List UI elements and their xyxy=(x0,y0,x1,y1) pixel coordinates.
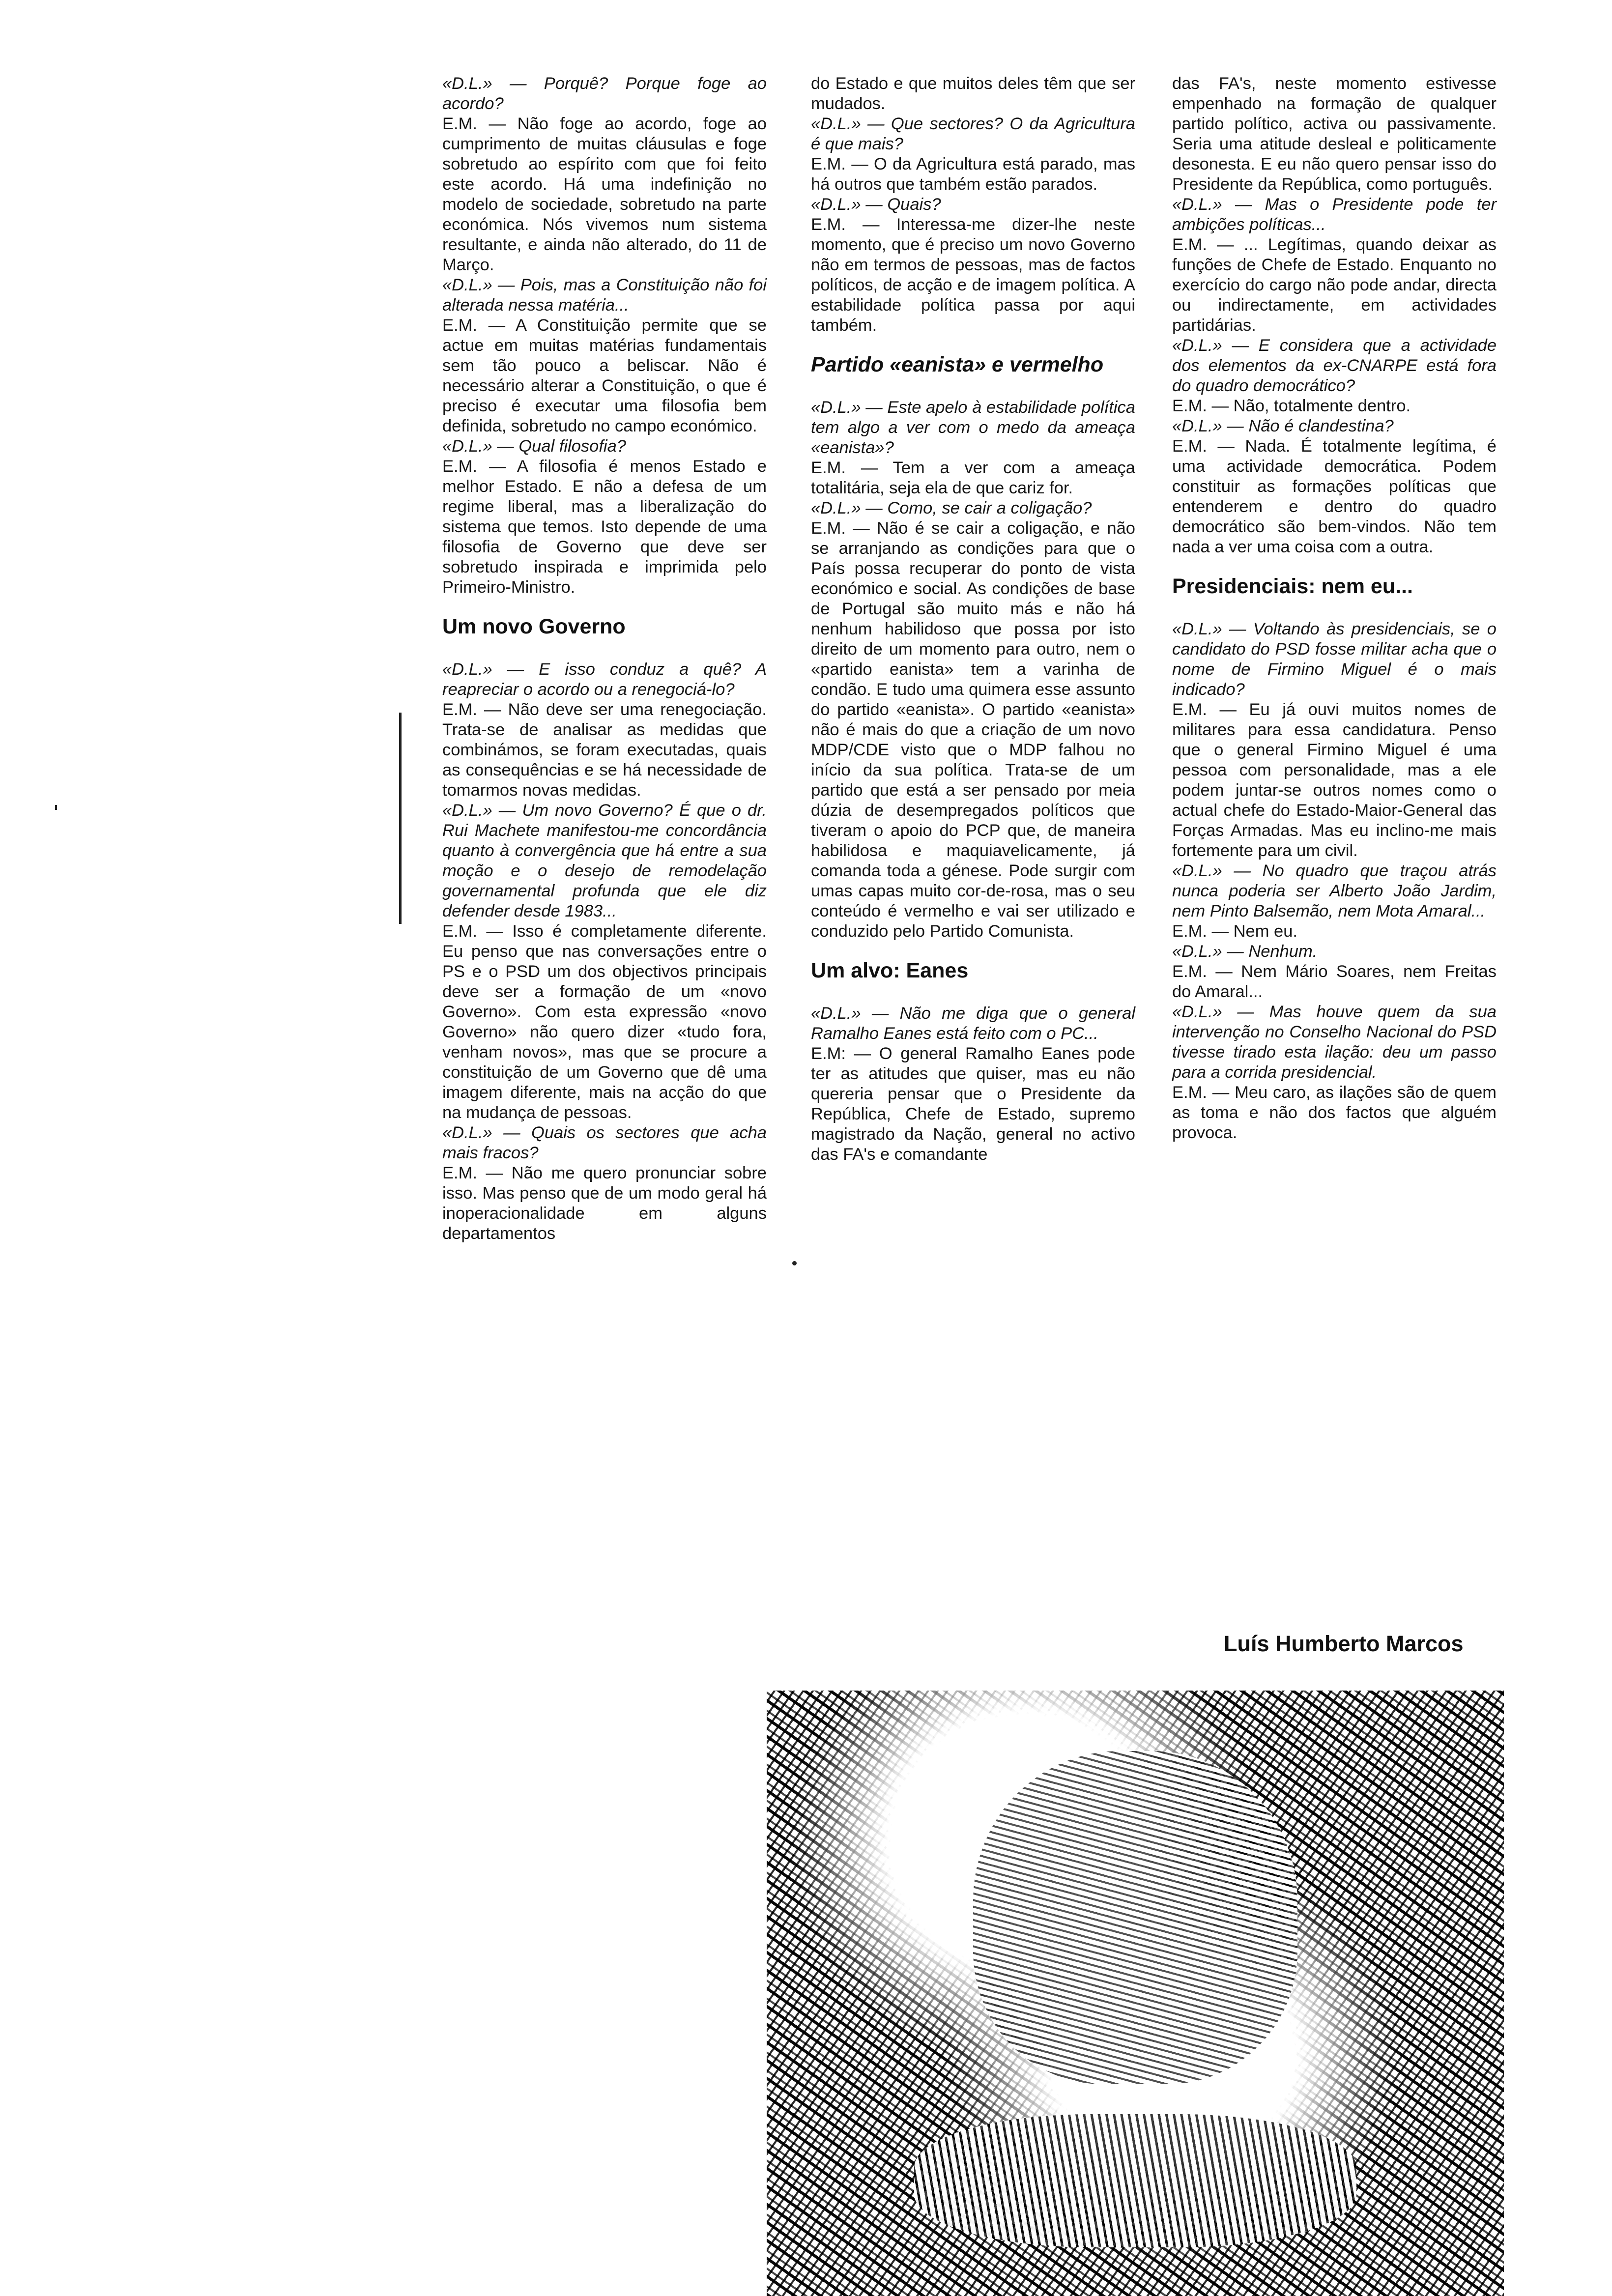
answer-paragraph: E.M. — Isso é completamente diferente. Eu penso que nas conversações entre o PS e o PSD um dos objectivos principais deve ser a formação de um «novo Governo». Com esta expressão «novo Governo» não quero dizer «tudo fora, venham novos», mas que se procure a constituição de um Governo que dê uma imagem diferente, mais na acção do que na mudança de pessoas. xyxy=(442,922,767,1122)
question-paragraph: «D.L.» — Que sectores? O da Agricultura é que mais? xyxy=(811,115,1135,153)
question-paragraph: «D.L.» — Mas o Presidente pode ter ambições políticas... xyxy=(1172,195,1497,234)
answer-paragraph: E.M. — Tem a ver com a ameaça totalitária, seja ela de que cariz for. xyxy=(811,459,1135,497)
answer-paragraph: E.M. — Nem Mário Soares, nem Freitas do Amaral... xyxy=(1172,962,1497,1001)
answer-paragraph: E.M. — Não, totalmente dentro. xyxy=(1172,397,1411,415)
section-heading: Um alvo: Eanes xyxy=(811,959,969,982)
section-heading: Um novo Governo xyxy=(442,615,626,638)
answer-paragraph: E.M. — Nem eu. xyxy=(1172,922,1297,941)
answer-paragraph: E.M. — A filosofia é menos Estado e melhor Estado. E não a defesa de um regime liberal, mas a liberalização do sistema que temos. Isto depende de uma filosofia de Governo que deve ser sobretudo inspirada e imprimida pelo Primeiro-Ministro. xyxy=(442,457,767,597)
article-column-3 xyxy=(1172,74,1497,1143)
question-paragraph: «D.L.» — E considera que a actividade dos elementos da ex-CNARPE está fora do quadro democrático? xyxy=(1172,336,1497,395)
article-column-2 xyxy=(811,74,1135,1165)
question-paragraph: «D.L.» — Este apelo à estabilidade política tem algo a ver com o medo da ameaça «eanista»? xyxy=(811,398,1135,457)
question-paragraph: «D.L.» — Pois, mas a Constituição não foi alterada nessa matéria... xyxy=(442,276,767,315)
answer-paragraph: E.M. — Não me quero pronunciar sobre isso. Mas penso que de um modo geral há inoperacionalidade em alguns departamentos xyxy=(442,1164,767,1243)
question-paragraph: «D.L.» — Qual filosofia? xyxy=(442,437,626,456)
photo-face xyxy=(973,1751,1297,2084)
photo-hands xyxy=(914,2114,1356,2247)
answer-paragraph: E.M. — Interessa-me dizer-lhe neste momento, que é preciso um novo Governo não em termos de pessoas, mas de factos políticos, de acção e de imagem política. A estabilidade política passa por aqui também. xyxy=(811,215,1135,335)
answer-paragraph: E.M. — ... Legítimas, quando deixar as funções de Chefe de Estado. Enquanto no exercício do cargo não pode andar, directa ou indirectamente, em actividades partidárias. xyxy=(1172,235,1497,335)
section-heading: Presidenciais: nem eu... xyxy=(1172,574,1413,598)
question-paragraph: «D.L.» — No quadro que traçou atrás nunca poderia ser Alberto João Jardim, nem Pinto Balsemão, nem Mota Amaral... xyxy=(1172,861,1497,920)
question-paragraph: «D.L.» — E isso conduz a quê? A reapreciar o acordo ou a renegociá-lo? xyxy=(442,660,767,699)
answer-paragraph: E.M. — Meu caro, as ilações são de quem as toma e não dos factos que alguém provoca. xyxy=(1172,1083,1497,1142)
article-photo xyxy=(767,1691,1504,2296)
answer-paragraph: E.M. — O da Agricultura está parado, mas há outros que também estão parados. xyxy=(811,155,1135,194)
answer-paragraph: do Estado e que muitos deles têm que ser mudados. xyxy=(811,74,1135,113)
question-paragraph: «D.L.» — Porquê? Porque foge ao acordo? xyxy=(442,74,767,113)
article-column-1 xyxy=(442,74,767,1244)
answer-paragraph: E.M: — O general Ramalho Eanes pode ter as atitudes que quiser, mas eu não quereria pensar que o Presidente da República, Chefe de Estado, supremo magistrado da Nação, general no activo das FA's e comandante xyxy=(811,1044,1135,1164)
byline: Luís Humberto Marcos xyxy=(1224,1631,1464,1656)
question-paragraph: «D.L.» — Como, se cair a coligação? xyxy=(811,499,1092,517)
question-paragraph: «D.L.» — Quais? xyxy=(811,195,941,214)
question-paragraph: «D.L.» — Um novo Governo? É que o dr. Rui Machete manifestou-me concordância quanto à convergência que há entre a sua moção e o desejo de remodelação governamental profunda que ele diz defender desde 1983... xyxy=(442,801,767,920)
answer-paragraph: E.M. — A Constituição permite que se actue em muitas matérias fundamentais sem tão pouco a beliscar. Não é necessário alterar a Constituição, o que é preciso é executar uma filosofia bem definida, sobretudo no campo económico. xyxy=(442,316,767,435)
question-paragraph: «D.L.» — Nenhum. xyxy=(1172,942,1318,961)
margin-mark xyxy=(399,713,402,924)
question-paragraph: «D.L.» — Mas houve quem da sua intervenção no Conselho Nacional do PSD tivesse tirado esta ilação: deu um passo para a corrida presidencial. xyxy=(1172,1003,1497,1082)
bullet-dot xyxy=(792,1261,797,1265)
answer-paragraph: E.M. — Não é se cair a coligação, e não se arranjando as condições para que o País possa recuperar do ponto de vista económico e social. As condições de base de Portugal são muito más e não há nenhum habilidoso que possa por isto direito de um momento para outro, nem o «partido eanista» tem a varinha de condão. E tudo uma quimera esse assunto do partido «eanista». O partido «eanista» não é mais do que a criação de um novo MDP/CDE visto que o MDP falhou no início da sua política. Trata-se de um partido que está a ser pensado por meia dúzia de desempregados políticos que tiveram o apoio do PCP que, de maneira habilidosa e maquiavelicamente, já comanda toda a génese. Pode surgir com umas capas muito cor-de-rosa, mas o seu conteúdo é vermelho e vai ser utilizado e conduzido pelo Partido Comunista. xyxy=(811,519,1135,941)
answer-paragraph: E.M. — Eu já ouvi muitos nomes de militares para essa candidatura. Penso que o general Firmino Miguel é uma pessoa com personalidade, mas a ele podem juntar-se outros nomes como o actual chefe do Estado-Maior-General das Forças Armadas. Mas eu inclino-me mais fortemente para um civil. xyxy=(1172,700,1497,860)
answer-paragraph: E.M. — Não deve ser uma renegociação. Trata-se de analisar as medidas que combinámos, se foram executadas, quais as consequências e se há necessidade de tomarmos novas medidas. xyxy=(442,700,767,800)
section-heading: Partido «eanista» e vermelho xyxy=(811,353,1104,376)
answer-paragraph: E.M. — Não foge ao acordo, foge ao cumprimento de muitas cláusulas e foge sobretudo ao espírito com que foi feito este acordo. Há uma indefinição no modelo de sociedade, sobretudo na parte económica. Nós vivemos num sistema resultante, e ainda não alterado, do 11 de Março. xyxy=(442,115,767,274)
answer-paragraph: das FA's, neste momento estivesse empenhado na formação de qualquer partido político, activa ou passivamente. Seria uma atitude desleal e politicamente desonesta. E eu não quero pensar isso do Presidente da República, como português. xyxy=(1172,74,1497,194)
margin-mark-small xyxy=(55,805,57,810)
answer-paragraph: E.M. — Nada. É totalmente legítima, é uma actividade democrática. Podem constituir as formações políticas que entenderem e dentro do quadro democrático são bem-vindos. Não tem nada a ver uma coisa com a outra. xyxy=(1172,437,1497,556)
question-paragraph: «D.L.» — Quais os sectores que acha mais fracos? xyxy=(442,1123,767,1162)
question-paragraph: «D.L.» — Não me diga que o general Ramalho Eanes está feito com o PC... xyxy=(811,1004,1135,1043)
question-paragraph: «D.L.» — Não é clandestina? xyxy=(1172,417,1394,435)
question-paragraph: «D.L.» — Voltando às presidenciais, se o candidato do PSD fosse militar acha que o nome de Firmino Miguel é o mais indicado? xyxy=(1172,620,1497,699)
